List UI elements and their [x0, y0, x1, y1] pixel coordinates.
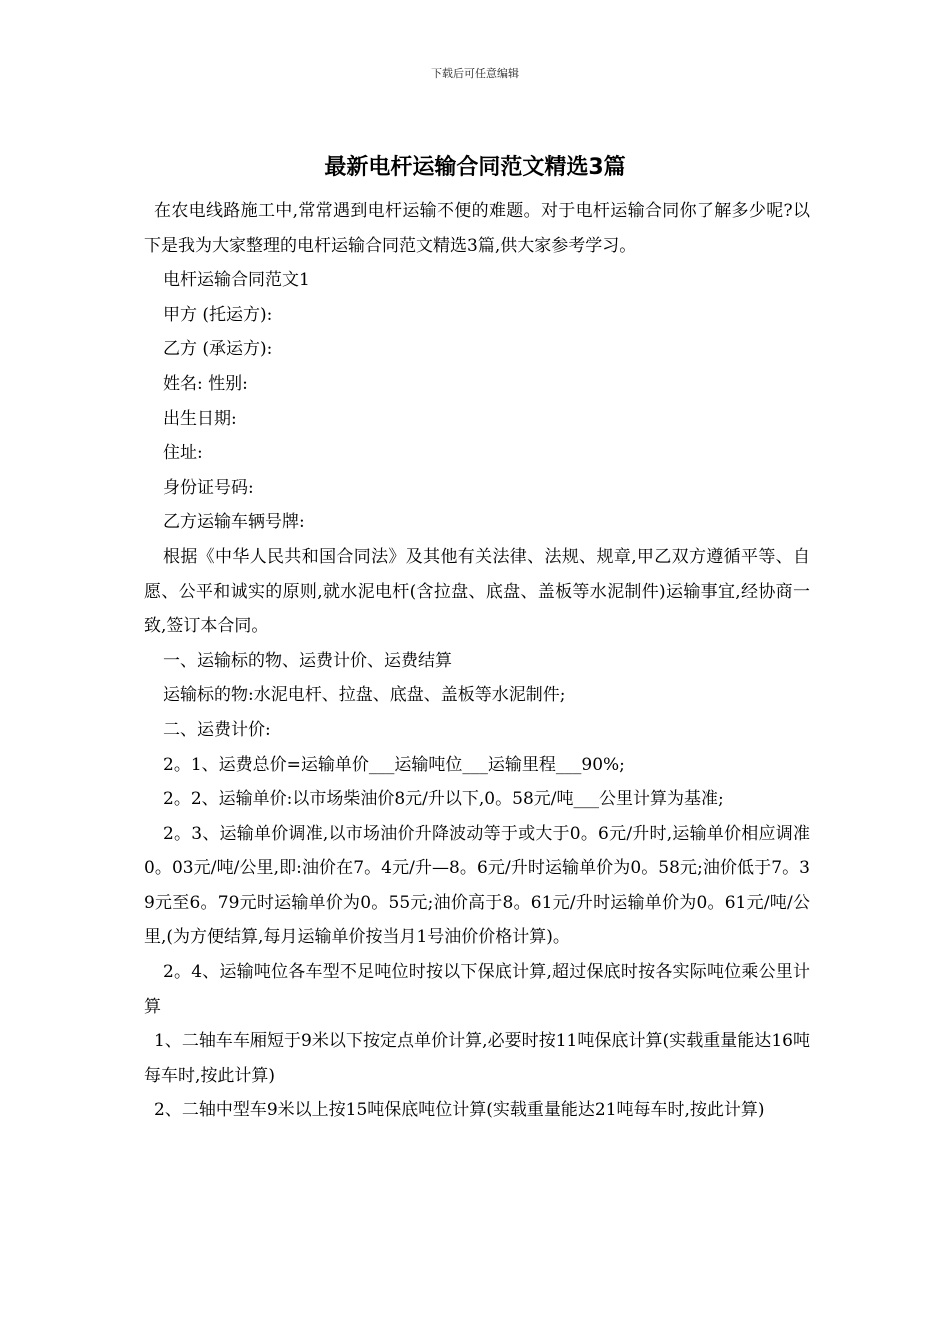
- document-title: 最新电杆运输合同范文精选3篇: [324, 155, 626, 180]
- party-b-field: 乙方 (承运方):: [163, 339, 273, 360]
- list-item-1: 1、二轴车车厢短于9米以下按定点单价计算,必要时按11吨保底计算(实载重量能达16吨每车时,按此计算): [144, 1031, 810, 1086]
- clause-2-4: 2。4、运输吨位各车型不足吨位时按以下保底计算,超过保底时按各实际吨位乘公里计算: [144, 962, 810, 1017]
- clause-2-3: 2。3、运输单价调准,以市场油价升降波动等于或大于0。6元/升时,运输单价相应调准0。03元/吨/公里,即:油价在7。4元/升—8。6元/升时运输单价为0。58元;油价低于7。39元至6。79元时运输单价为0。55元;油价高于8。61元/升时运输单价为0。61元/吨/公里,(为方便结算,每月运输单价按当月1号油价价格计算)。: [144, 823, 810, 948]
- id-number-field: 身份证号码:: [163, 477, 254, 498]
- vehicle-plate-field: 乙方运输车辆号牌:: [163, 512, 305, 533]
- page-header-note: 下载后可任意编辑: [431, 67, 519, 80]
- contract-preamble: 根据《中华人民共和国合同法》及其他有关法律、法规、规章,甲乙双方遵循平等、自愿、公平和诚实的原则,就水泥电杆(含拉盘、底盘、盖板等水泥制件)运输事宜,经协商一致,签订本合同。: [144, 546, 810, 637]
- list-item-2: 2、二轴中型车9米以上按15吨保底吨位计算(实载重量能达21吨每车时,按此计算): [154, 1100, 765, 1121]
- birth-date-field: 出生日期:: [163, 408, 237, 429]
- clause-subject-matter: 运输标的物:水泥电杆、拉盘、底盘、盖板等水泥制件;: [163, 685, 566, 706]
- document-body: [144, 194, 810, 1128]
- address-field: 住址:: [163, 443, 203, 464]
- party-a-field: 甲方 (托运方):: [163, 304, 273, 325]
- clause-heading-1: 一、运输标的物、运费计价、运费结算: [163, 650, 452, 671]
- intro-paragraph: 在农电线路施工中,常常遇到电杆运输不便的难题。对于电杆运输合同你了解多少呢?以下是我为大家整理的电杆运输合同范文精选3篇,供大家参考学习。: [144, 201, 810, 256]
- name-gender-field: 姓名: 性别:: [163, 373, 248, 394]
- clause-2-1: 2。1、运费总价=运输单价___运输吨位___运输里程___90%;: [163, 754, 625, 775]
- clause-heading-2: 二、运费计价:: [163, 719, 271, 740]
- section-heading-contract-1: 电杆运输合同范文1: [163, 270, 310, 291]
- clause-2-2: 2。2、运输单价:以市场柴油价8元/升以下,0。58元/吨___公里计算为基准;: [163, 789, 724, 810]
